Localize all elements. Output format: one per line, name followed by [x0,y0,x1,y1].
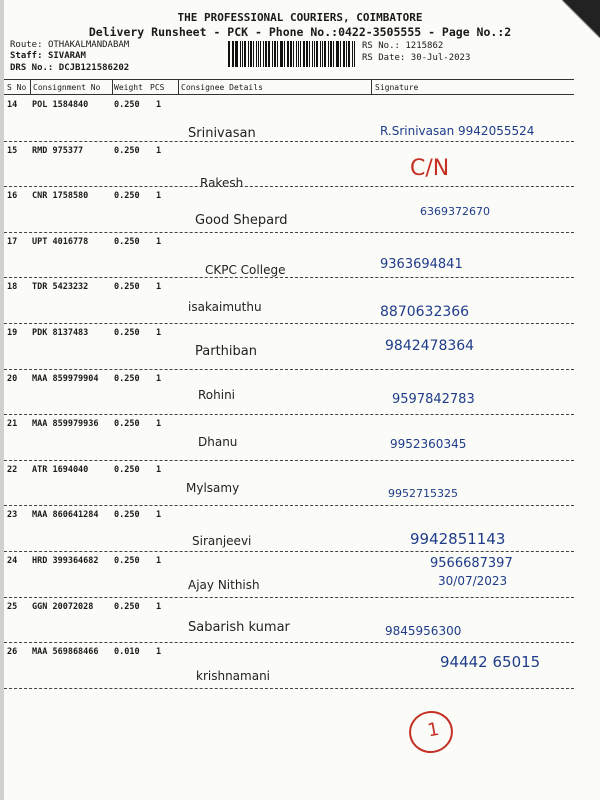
barcode-bar [328,41,329,67]
row-signature: 9845956300 [385,623,462,638]
rs-date-value: 30-Jul-2023 [410,53,471,63]
staff-line [10,51,86,61]
barcode-bar [293,41,294,67]
row-pcs: 1 [156,556,162,566]
rs-date-line [362,53,470,63]
row-pcs: 1 [156,191,162,202]
route-line [10,40,129,50]
route-value: OTHAKALMANDABAM [47,40,130,50]
red-circled-page-mark [406,707,457,756]
row-consignment-no: MAA 859979904 [32,373,99,384]
barcode-bar [242,41,244,67]
table-row [4,142,574,190]
rs-no-label: RS No.: [362,41,400,51]
barcode [228,41,356,67]
row-weight: 0.250 [114,145,140,156]
row-pcs: 1 [156,464,162,475]
document-title: THE PROFESSIONAL COURIERS, COIMBATORE [177,11,423,24]
row-consignment-no: CNR 1758580 [32,191,89,202]
row-weight: 0.010 [114,647,140,658]
table-row [4,643,574,688]
barcode-bar [268,41,270,67]
barcode-bar [300,41,301,67]
col-divider [371,80,372,94]
row-signature: 9942851143 [410,530,506,549]
row-consignment-no: MAA 569868466 [32,647,99,658]
table-row [4,324,574,369]
col-divider [112,80,113,94]
row-sno: 25 [7,601,18,612]
table-row [4,598,574,643]
row-pcs: 1 [156,373,162,384]
table-row [4,233,574,278]
row-signature-date: 30/07/2023 [438,574,508,588]
staff-value: SIVARAM [47,51,86,61]
row-consignee-handwritten: Sabarish kumar [188,619,290,635]
row-weight: 0.250 [114,373,140,384]
row-pcs: 1 [156,100,162,110]
drs-label: DRS No.: [10,63,54,73]
barcode-bar [272,41,273,67]
staff-label: Staff: [10,51,43,61]
row-consignment-no: PDK 8137483 [32,328,89,338]
col-header-sno: S No [7,83,27,92]
row-pcs: 1 [156,510,162,521]
barcode-bar [322,41,323,67]
row-consignee-handwritten: Rohini [198,387,236,402]
row-pcs: 1 [156,601,162,612]
row-pcs: 1 [156,328,162,338]
table-row [4,552,574,597]
row-separator [4,688,574,689]
row-signature: 9597842783 [392,391,475,407]
row-signature: 94442 65015 [440,653,541,672]
row-consignment-no: MAA 860641284 [32,510,99,521]
row-sno: 17 [7,236,18,247]
row-signature: 6369372670 [420,205,490,219]
row-consignee-handwritten: isakaimuthu [188,300,262,315]
row-consignee-handwritten: Good Shepard [195,213,288,229]
row-pcs: 1 [156,145,162,156]
barcode-bar [306,41,308,67]
barcode-bar [296,41,297,67]
barcode-bar [340,41,341,67]
barcode-bar [316,41,318,67]
row-weight: 0.250 [114,282,140,293]
row-pcs: 1 [156,419,162,430]
row-consignment-no: HRD 399364682 [32,556,99,566]
table-row [4,506,574,551]
row-weight: 0.250 [114,328,140,338]
barcode-bar [232,41,233,67]
row-signature: C/N [410,155,450,181]
barcode-bar [309,41,310,67]
row-weight: 0.250 [114,191,140,202]
barcode-bar [277,41,278,67]
row-weight: 0.250 [114,556,140,566]
barcode-bar [244,41,246,67]
row-sno: 15 [7,145,18,156]
table-row [4,415,574,460]
barcode-bar [250,41,252,67]
rs-no-value: 1215862 [405,41,444,51]
row-pcs: 1 [156,236,162,247]
row-consignee-handwritten: Ajay Nithish [188,578,260,592]
row-signature: 9566687397 [430,556,513,571]
table-row [4,370,574,415]
barcode-bar [274,41,276,67]
page-mark-number: 1 [425,718,441,742]
row-weight: 0.250 [114,100,140,110]
header-bottom-rule [4,94,574,95]
barcode-bar [280,41,281,67]
row-signature: 9842478364 [385,338,475,354]
barcode-bar [320,41,321,67]
barcode-bar [348,41,350,67]
row-consignment-no: UPT 4016778 [32,236,89,247]
barcode-bar [253,41,254,67]
row-weight: 0.250 [114,236,140,247]
barcode-bar [240,41,241,67]
barcode-bar [330,41,332,67]
row-consignment-no: TDR 5423232 [32,282,89,293]
table-row [4,96,574,141]
barcode-bar [258,41,260,67]
col-header-signature: Signature [375,83,419,92]
barcode-bar [248,41,249,67]
row-consignee-handwritten: CKPC College [205,262,286,277]
barcode-bar [346,41,347,67]
barcode-bar [233,41,234,67]
barcode-bar [235,41,237,67]
row-sno: 14 [7,100,18,110]
barcode-bar [324,41,326,67]
document-subtitle: Delivery Runsheet - PCK - Phone No.:0422-3505555 - Page No.:2 [88,25,512,39]
row-consignee-handwritten: Siranjeevi [192,534,252,549]
row-signature: 8870632366 [380,304,470,321]
barcode-bar [343,41,345,67]
col-divider [30,80,31,94]
row-pcs: 1 [156,647,162,658]
row-consignee-handwritten: Srinivasan [188,126,256,141]
row-consignment-no: ATR 1694040 [32,464,89,475]
row-signature: 9952715325 [388,486,458,500]
barcode-bar [263,41,264,67]
col-header-weight: Weight [114,83,143,92]
row-sno: 24 [7,556,18,566]
row-weight: 0.250 [114,510,140,521]
row-weight: 0.250 [114,464,140,475]
row-weight: 0.250 [114,601,140,612]
row-consignment-no: MAA 859979936 [32,419,99,430]
row-sno: 20 [7,373,18,384]
barcode-bar [256,41,257,67]
row-consignment-no: RMD 975377 [32,145,84,156]
barcode-bar [352,41,354,67]
barcode-bar [333,41,334,67]
rs-no-line [362,41,443,51]
row-consignee-handwritten: Rakesh [200,175,244,190]
table-row [4,187,574,232]
row-weight: 0.250 [114,419,140,430]
barcode-bar [314,41,316,67]
barcode-bar [260,41,261,67]
row-sno: 26 [7,647,18,658]
barcode-bar [337,41,339,67]
barcode-bar [284,41,285,67]
col-header-pcs: PCS [150,83,165,92]
row-sno: 21 [7,419,18,430]
barcode-bar [354,41,355,67]
row-consignee-handwritten: Mylsamy [186,480,240,495]
row-consignee-handwritten: Dhanu [198,435,238,450]
barcode-bar [303,41,305,67]
row-signature: R.Srinivasan 9942055524 [380,124,535,138]
drs-value: DCJB121586202 [58,63,130,73]
table-row [4,278,574,323]
col-header-consignee: Consignee Details [181,83,263,92]
barcode-bar [336,41,337,67]
barcode-bar [290,41,292,67]
barcode-bar [281,41,283,67]
row-pcs: 1 [156,282,162,293]
route-label: Route: [10,40,43,50]
row-signature: 9363694841 [380,256,463,272]
row-sno: 18 [7,282,18,293]
barcode-bar [312,41,313,67]
row-sno: 22 [7,464,18,475]
row-consignee-handwritten: krishnamani [196,669,271,684]
barcode-bar [265,41,267,67]
row-sno: 19 [7,328,18,338]
row-sno: 23 [7,510,18,521]
rs-date-label: RS Date: [362,53,406,63]
col-divider [178,80,179,94]
barcode-bar [228,41,230,67]
table-row [4,461,574,506]
col-header-consignment: Consignment No [33,83,101,92]
drs-line [10,63,129,73]
row-consignment-no: POL 1584840 [32,100,89,110]
header-top-rule [4,79,574,80]
row-sno: 16 [7,191,18,202]
row-consignment-no: GGN 20072028 [32,601,94,612]
barcode-bar [287,41,289,67]
row-signature: 9952360345 [390,437,467,452]
barcode-bar [298,41,300,67]
row-consignee-handwritten: Parthiban [195,344,257,359]
